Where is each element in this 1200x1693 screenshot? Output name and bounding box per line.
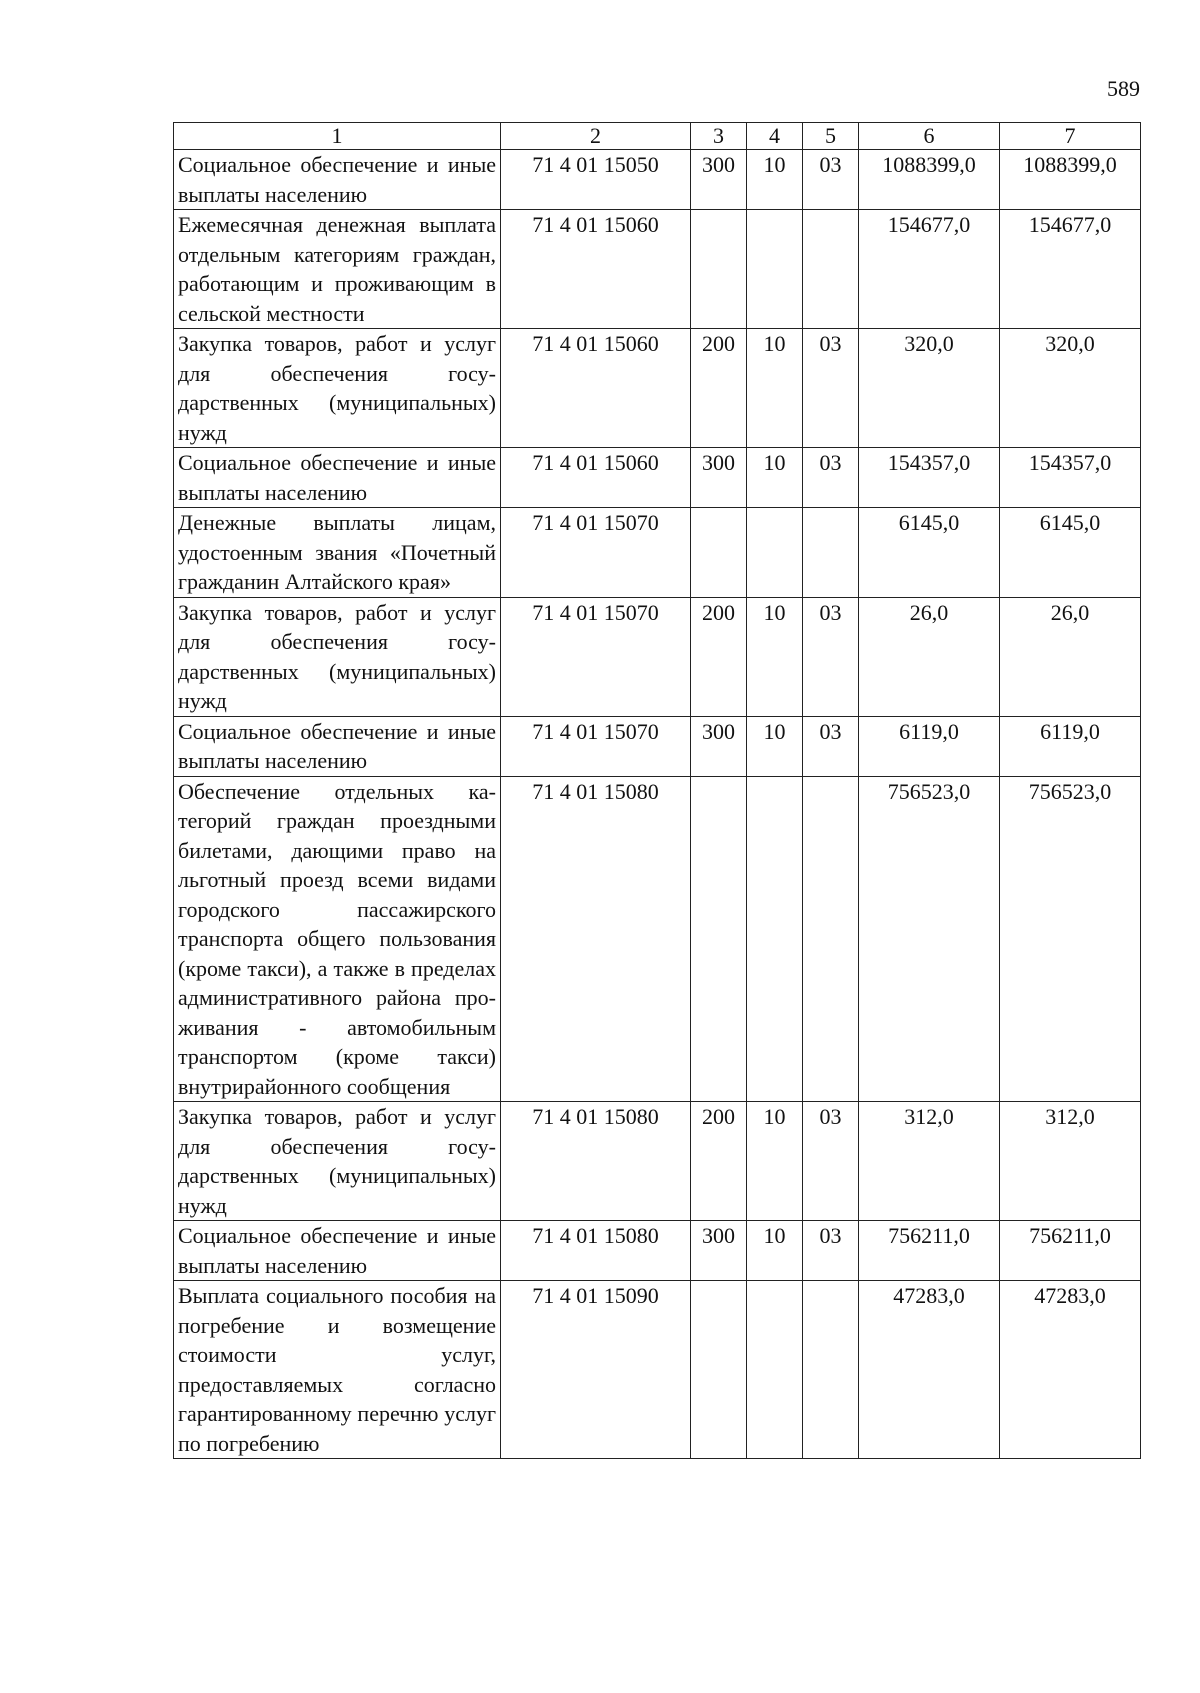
- item-col4: [747, 210, 803, 329]
- item-code: 71 4 01 15050: [501, 150, 691, 210]
- item-col3: [691, 1281, 747, 1459]
- item-name: Социальное обеспечение и иные выплаты населению: [174, 1221, 501, 1281]
- item-amount-col6: 312,0: [859, 1102, 1000, 1221]
- item-code: 71 4 01 15060: [501, 329, 691, 448]
- item-amount-col6: 154357,0: [859, 448, 1000, 508]
- item-name: Социальное обеспечение и иные выплаты населению: [174, 716, 501, 776]
- item-col3: 200: [691, 597, 747, 716]
- table-row: [174, 150, 1141, 210]
- item-amount-col7: 756523,0: [1000, 776, 1141, 1102]
- item-amount-col6: 1088399,0: [859, 150, 1000, 210]
- item-code: 71 4 01 15090: [501, 1281, 691, 1459]
- item-code: 71 4 01 15060: [501, 448, 691, 508]
- item-amount-col7: 26,0: [1000, 597, 1141, 716]
- item-amount-col7: 320,0: [1000, 329, 1141, 448]
- page-number: 589: [1107, 76, 1140, 101]
- column-header: 7: [1000, 123, 1141, 150]
- item-code: 71 4 01 15070: [501, 508, 691, 598]
- item-amount-col6: 154677,0: [859, 210, 1000, 329]
- item-col5: [803, 210, 859, 329]
- item-code: 71 4 01 15080: [501, 1221, 691, 1281]
- item-code: 71 4 01 15080: [501, 776, 691, 1102]
- table-row: [174, 508, 1141, 598]
- item-amount-col6: 6145,0: [859, 508, 1000, 598]
- item-code: 71 4 01 15070: [501, 597, 691, 716]
- item-col5: 03: [803, 1102, 859, 1221]
- column-header: 6: [859, 123, 1000, 150]
- item-amount-col7: 312,0: [1000, 1102, 1141, 1221]
- item-col3: 300: [691, 1221, 747, 1281]
- table-row: [174, 597, 1141, 716]
- item-amount-col6: 756523,0: [859, 776, 1000, 1102]
- item-amount-col7: 756211,0: [1000, 1221, 1141, 1281]
- column-header: 1: [174, 123, 501, 150]
- item-col3: 300: [691, 150, 747, 210]
- item-col5: 03: [803, 597, 859, 716]
- item-name: Обеспечение отдельных категорий граждан проездными билетами, дающими право на льготный проезд всеми видами городского пассажирского транспорта общего пользования (кроме такси), а также в пределах административного района проживания - автомобильным транспортом (кроме такси) внутрирайонного сообщения: [174, 776, 501, 1102]
- item-col4: 10: [747, 597, 803, 716]
- table-row: [174, 1221, 1141, 1281]
- item-col4: [747, 508, 803, 598]
- item-col4: [747, 776, 803, 1102]
- item-col3: [691, 508, 747, 598]
- item-col4: 10: [747, 150, 803, 210]
- item-name: Закупка товаров, работ и услуг для обеспечения государственных (муниципальных) нужд: [174, 597, 501, 716]
- item-col3: [691, 210, 747, 329]
- item-code: 71 4 01 15080: [501, 1102, 691, 1221]
- item-col5: 03: [803, 1221, 859, 1281]
- item-col4: [747, 1281, 803, 1459]
- item-code: 71 4 01 15060: [501, 210, 691, 329]
- item-amount-col6: 26,0: [859, 597, 1000, 716]
- item-col4: 10: [747, 329, 803, 448]
- item-col3: 300: [691, 448, 747, 508]
- item-col4: 10: [747, 1102, 803, 1221]
- item-amount-col6: 6119,0: [859, 716, 1000, 776]
- item-name: Закупка товаров, работ и услуг для обеспечения государственных (муниципальных) нужд: [174, 1102, 501, 1221]
- item-name: Закупка товаров, работ и услуг для обеспечения государственных (муниципальных) нужд: [174, 329, 501, 448]
- item-name: Выплата социального пособия на погребение и возмещение стоимости услуг, предоставляемых согласно гарантированному перечню услуг по погребению: [174, 1281, 501, 1459]
- item-col4: 10: [747, 1221, 803, 1281]
- column-header: 2: [501, 123, 691, 150]
- item-name: Денежные выплаты лицам, удостоенным звания «Почетный гражданин Алтайского края»: [174, 508, 501, 598]
- item-name: Ежемесячная денежная выплата отдельным категориям граждан, работающим и проживающим в сельской местности: [174, 210, 501, 329]
- item-col3: 300: [691, 716, 747, 776]
- item-amount-col7: 47283,0: [1000, 1281, 1141, 1459]
- item-col5: [803, 776, 859, 1102]
- item-amount-col7: 154677,0: [1000, 210, 1141, 329]
- item-col5: 03: [803, 448, 859, 508]
- table-row: [174, 210, 1141, 329]
- item-col3: [691, 776, 747, 1102]
- item-col4: 10: [747, 448, 803, 508]
- item-name: Социальное обеспечение и иные выплаты населению: [174, 150, 501, 210]
- item-amount-col7: 154357,0: [1000, 448, 1141, 508]
- item-col5: [803, 1281, 859, 1459]
- table-header-row: [174, 123, 1141, 150]
- item-amount-col6: 47283,0: [859, 1281, 1000, 1459]
- item-amount-col7: 6119,0: [1000, 716, 1141, 776]
- item-col3: 200: [691, 329, 747, 448]
- item-col5: 03: [803, 716, 859, 776]
- table-row: [174, 329, 1141, 448]
- column-header: 3: [691, 123, 747, 150]
- item-col5: 03: [803, 150, 859, 210]
- column-header: 5: [803, 123, 859, 150]
- item-name: Социальное обеспечение и иные выплаты населению: [174, 448, 501, 508]
- item-amount-col7: 6145,0: [1000, 508, 1141, 598]
- table-row: [174, 716, 1141, 776]
- table-row: [174, 448, 1141, 508]
- item-col4: 10: [747, 716, 803, 776]
- budget-table: [173, 122, 1141, 1459]
- item-amount-col7: 1088399,0: [1000, 150, 1141, 210]
- item-code: 71 4 01 15070: [501, 716, 691, 776]
- item-col3: 200: [691, 1102, 747, 1221]
- table-row: [174, 776, 1141, 1102]
- table-row: [174, 1281, 1141, 1459]
- item-amount-col6: 756211,0: [859, 1221, 1000, 1281]
- item-col5: [803, 508, 859, 598]
- table-row: [174, 1102, 1141, 1221]
- item-amount-col6: 320,0: [859, 329, 1000, 448]
- item-col5: 03: [803, 329, 859, 448]
- column-header: 4: [747, 123, 803, 150]
